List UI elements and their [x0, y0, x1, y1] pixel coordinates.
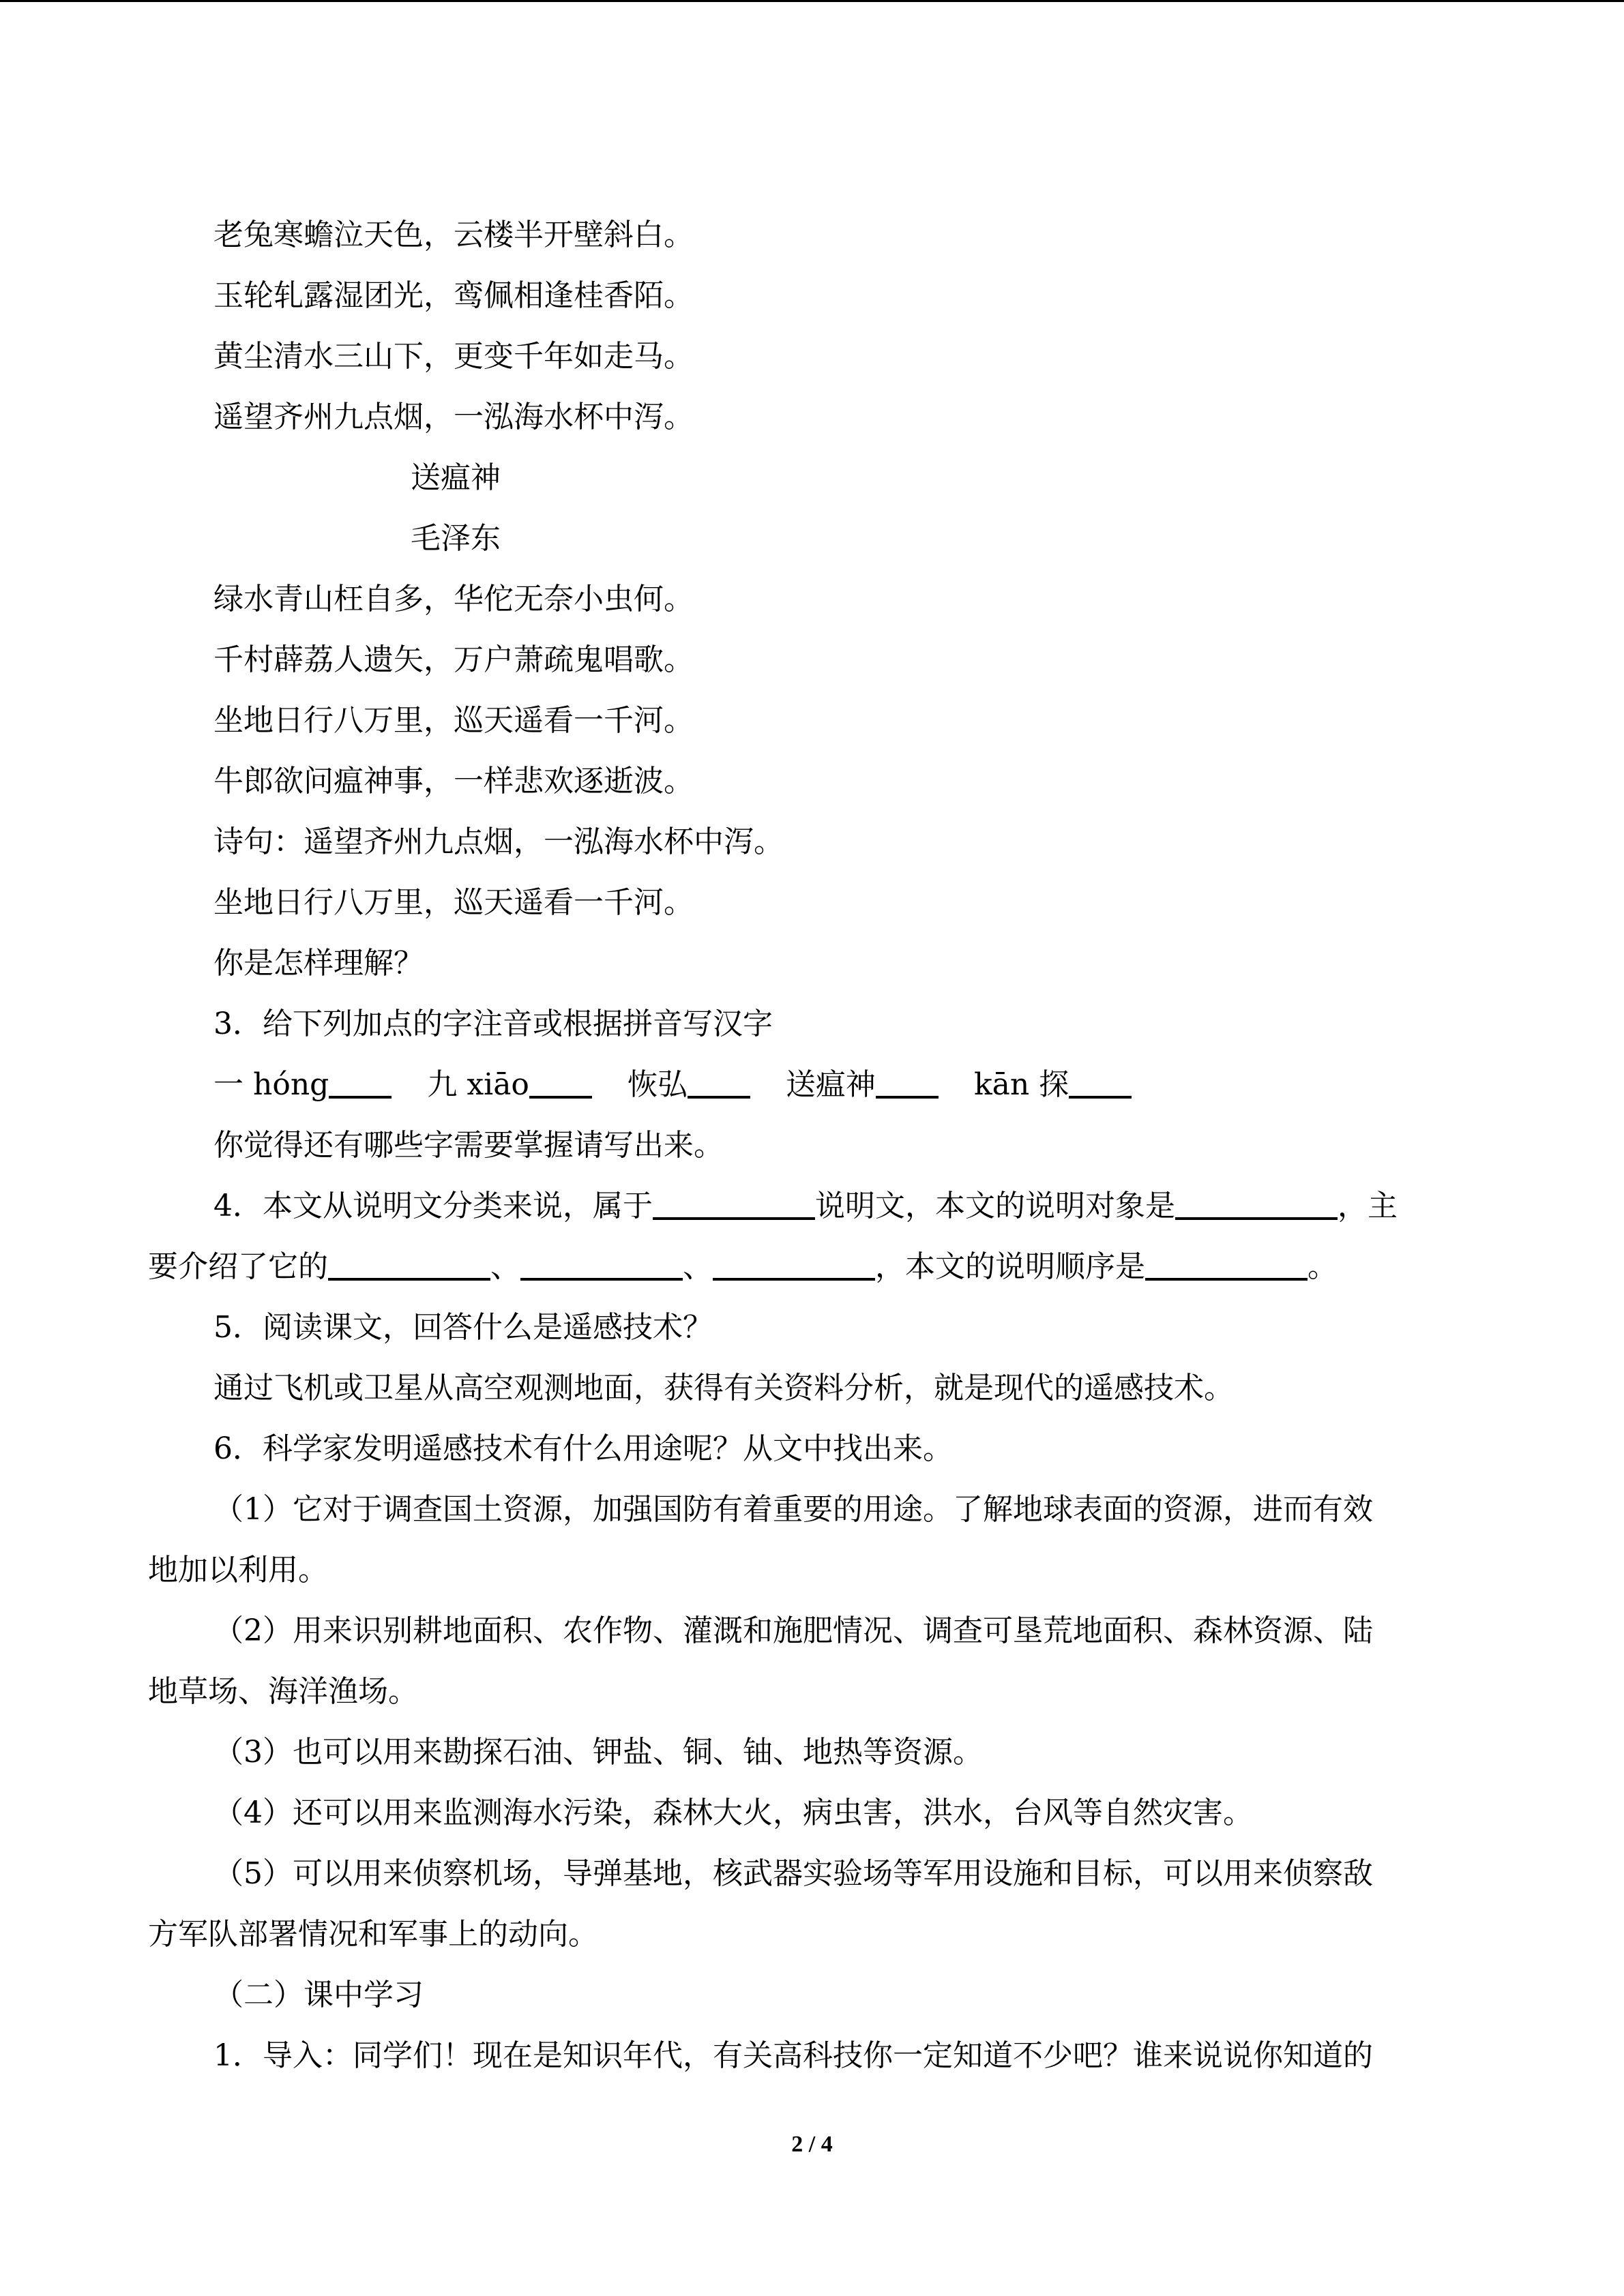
fill-blank[interactable]: [713, 1248, 875, 1281]
page-number: 2 / 4: [791, 2132, 833, 2157]
q6-paragraph: （3）也可以用来勘探石油、钾盐、铜、铀、地热等资源。: [213, 1735, 983, 1770]
poem-line: 绿水青山枉自多，华佗无奈小虫何。: [213, 582, 694, 616]
question-3-items: [148, 1054, 1476, 1115]
q3-item: 送瘟神: [785, 1067, 876, 1102]
q6-paragraph: （5）可以用来侦察机场，导弹基地，核武器实验场等军用设施和目标，可以用来侦察敌: [213, 1856, 1373, 1891]
q6-paragraph: （1）它对于调查国土资源，加强国防有着重要的用途。了解地球表面的资源，进而有效: [213, 1492, 1373, 1527]
poem-line: 千村薜荔人遗矢，万户萧疏鬼唱歌。: [213, 642, 694, 677]
q6-paragraph-cont: 地加以利用。: [148, 1553, 328, 1587]
section-heading: （二）课中学习: [213, 1978, 424, 2012]
question-3-title: 3．给下列加点的字注音或根据拼音写汉字: [213, 1007, 773, 1041]
verse-question-line: 坐地日行八万里，巡天遥看一千河。: [213, 885, 694, 920]
fill-blank[interactable]: [688, 1066, 750, 1099]
question-3-followup: 你觉得还有哪些字需要掌握请写出来。: [213, 1128, 724, 1163]
poem-line: 遥望齐州九点烟，一泓海水杯中泻。: [213, 400, 694, 434]
q4-text: ，本文的说明顺序是: [875, 1249, 1145, 1284]
fill-blank[interactable]: [1175, 1187, 1338, 1220]
q4-text: 说明文，本文的说明对象是: [815, 1189, 1175, 1223]
poem-title: 送瘟神: [411, 460, 501, 495]
q4-text: 4．本文从说明文分类来说，属于: [213, 1189, 653, 1223]
verse-question-line: 你是怎样理解？: [213, 946, 424, 981]
question-4-line2: [148, 1236, 1476, 1297]
q3-item: 一 hóng: [213, 1067, 329, 1102]
section-intro: 1．导入：同学们！现在是知识年代，有关高科技你一定知道不少吧？谁来说说你知道的: [213, 2038, 1373, 2073]
q6-paragraph-cont: 地草场、海洋渔场。: [148, 1674, 418, 1709]
fill-blank[interactable]: [1069, 1066, 1132, 1099]
top-border-rule: [0, 0, 1624, 2]
fill-blank[interactable]: [328, 1248, 490, 1281]
poem-line: 老兔寒蟾泣天色，云楼半开壁斜白。: [213, 218, 694, 252]
q4-text: 。: [1308, 1249, 1338, 1284]
fill-blank[interactable]: [520, 1248, 683, 1281]
q4-text: ，主: [1338, 1189, 1398, 1223]
q4-text: 要介绍了它的: [148, 1249, 328, 1284]
poem-line: 黄尘清水三山下，更变千年如走马。: [213, 339, 694, 374]
fill-blank[interactable]: [876, 1066, 939, 1099]
q3-item: kān 探: [973, 1067, 1069, 1102]
question-5-answer: 通过飞机或卫星从高空观测地面，获得有关资料分析，就是现代的遥感技术。: [213, 1371, 1234, 1405]
poem-line: 坐地日行八万里，巡天遥看一千河。: [213, 703, 694, 738]
fill-blank[interactable]: [1145, 1248, 1308, 1281]
poem-author: 毛泽东: [411, 521, 501, 556]
verse-question-line: 诗句：遥望齐州九点烟，一泓海水杯中泻。: [213, 824, 784, 859]
document-page: [148, 205, 1476, 2086]
q4-separator: 、: [683, 1249, 713, 1284]
q6-paragraph: （4）还可以用来监测海水污染，森林大火，病虫害，洪水，台风等自然灾害。: [213, 1795, 1253, 1830]
fill-blank[interactable]: [653, 1187, 815, 1220]
fill-blank[interactable]: [329, 1066, 392, 1099]
q3-item: 九 xiāo: [427, 1067, 529, 1102]
question-5-title: 5．阅读课文，回答什么是遥感技术？: [213, 1310, 713, 1345]
q4-separator: 、: [490, 1249, 520, 1284]
question-6-title: 6．科学家发明遥感技术有什么用途呢？从文中找出来。: [213, 1431, 953, 1466]
q6-paragraph-cont: 方军队部署情况和军事上的动向。: [148, 1917, 598, 1952]
poem-line: 牛郎欲问瘟神事，一样悲欢逐逝波。: [213, 764, 694, 799]
q6-paragraph: （2）用来识别耕地面积、农作物、灌溉和施肥情况、调查可垦荒地面积、森林资源、陆: [213, 1613, 1373, 1648]
question-4-line1: [148, 1176, 1476, 1236]
fill-blank[interactable]: [529, 1066, 592, 1099]
poem-line: 玉轮轧露湿团光，鸾佩相逢桂香陌。: [213, 278, 694, 313]
q3-item: 恢弘: [627, 1067, 688, 1102]
